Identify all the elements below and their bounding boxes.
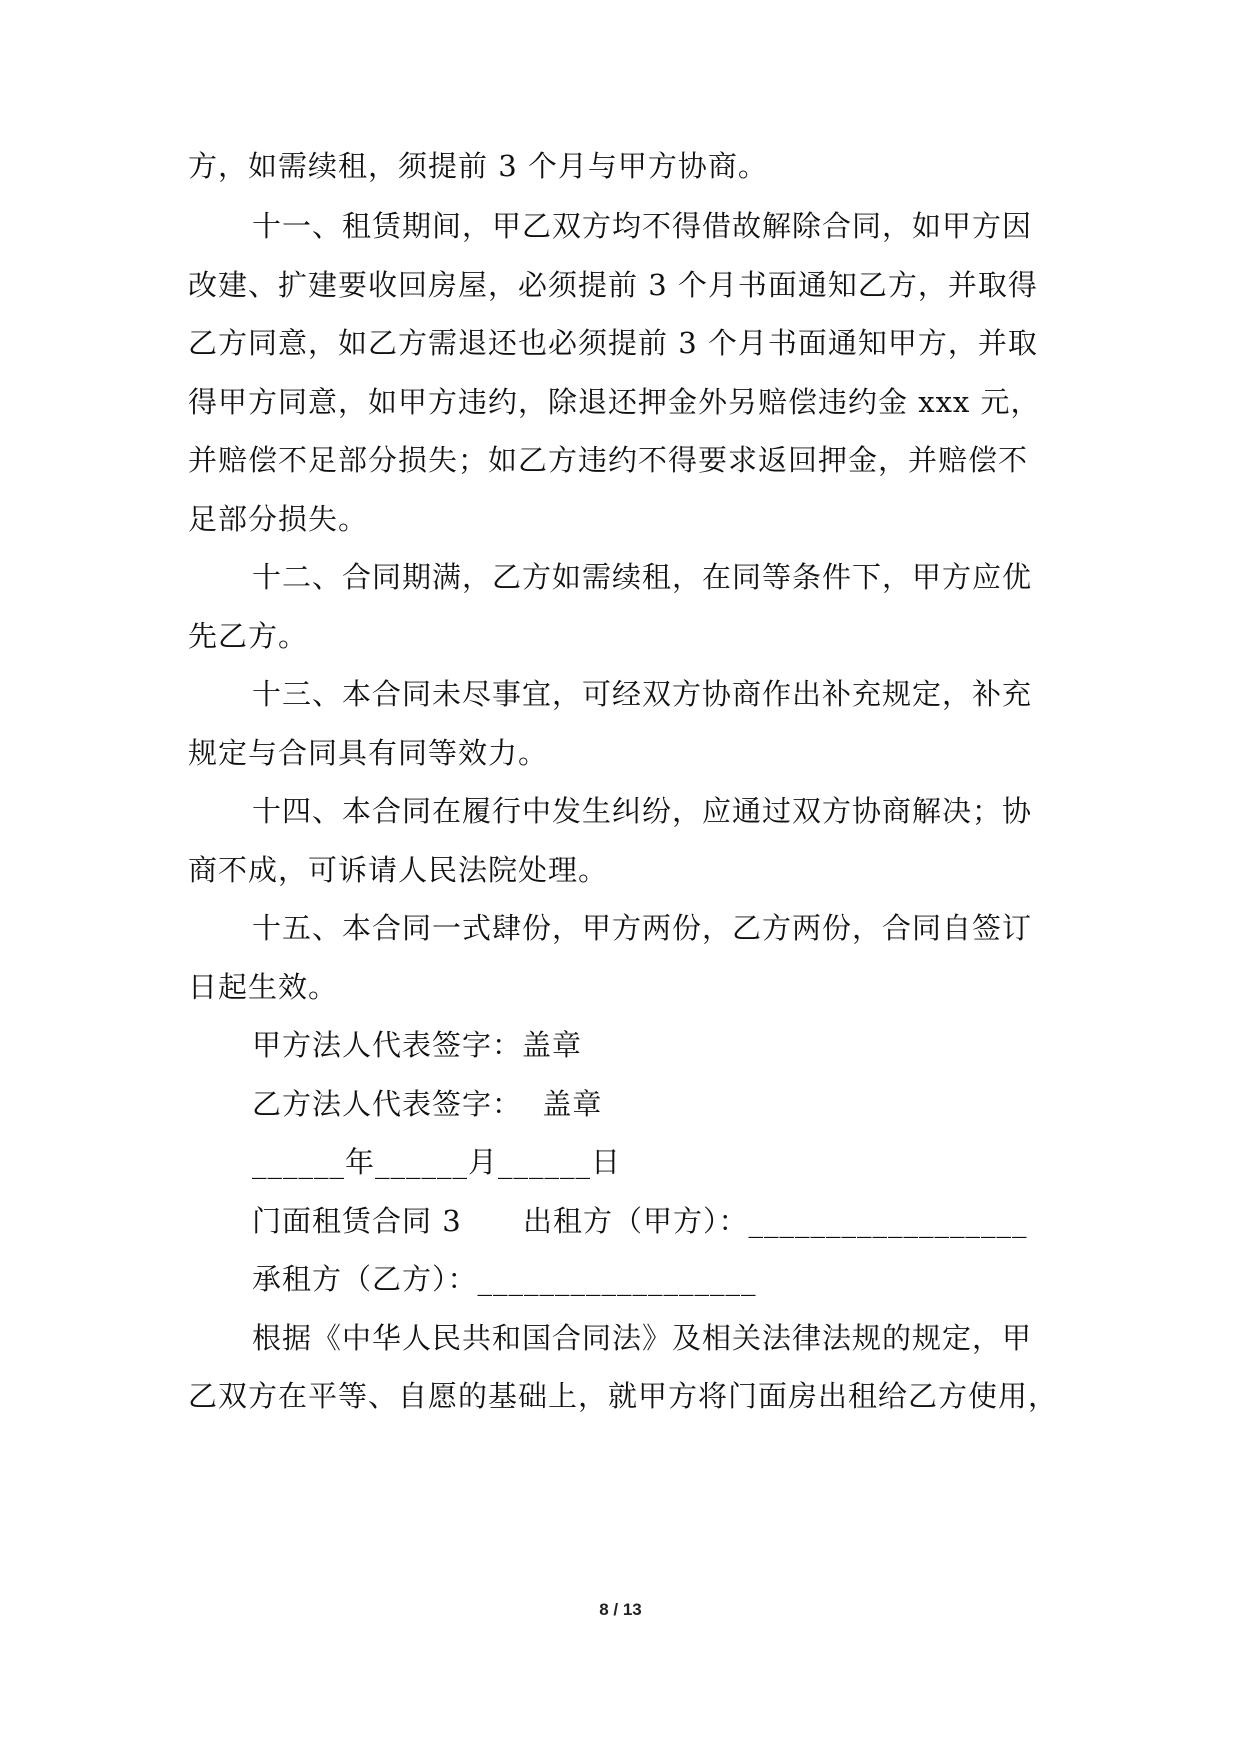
text-line-4: 乙方同意，如乙方需退还也必须提前 3 个月书面通知甲方，并取 [188,326,1038,360]
text-line-7: 足部分损失。 [188,502,369,536]
text-line-8: 十二、合同期满，乙方如需续租，在同等条件下，甲方应优 [252,560,1033,594]
text-line-13: 商不成，可诉请人民法院处理。 [188,853,609,887]
text-line-6: 并赔偿不足部分损失；如乙方违约不得要求返回押金，并赔偿不 [188,443,1029,477]
signature-party-a: 甲方法人代表签字：盖章 [252,1028,583,1062]
text-line-12: 十四、本合同在履行中发生纠纷，应通过双方协商解决；协 [252,794,1033,828]
text-line-2: 十一、租赁期间，甲乙双方均不得借故解除合同，如甲方因 [252,209,1033,243]
signature-party-b: 乙方法人代表签字： 盖章 [252,1087,603,1121]
text-line-22: 乙双方在平等、自愿的基础上，就甲方将门面房出租给乙方使用， [188,1379,1059,1413]
text-line-1: 方，如需续租，须提前 3 个月与甲方协商。 [188,149,768,183]
text-line-5: 得甲方同意，如甲方违约，除退还押金外另赔偿违约金 xxx 元， [188,385,1041,419]
text-line-21: 根据《中华人民共和国合同法》及相关法律法规的规定，甲 [252,1321,1033,1355]
date-line: ______年______月______日 [252,1145,622,1179]
text-line-9: 先乙方。 [188,619,309,653]
text-line-10: 十三、本合同未尽事宜，可经双方协商作出补充规定，补充 [252,677,1033,711]
text-line-15: 日起生效。 [188,970,339,1004]
text-line-3: 改建、扩建要收回房屋，必须提前 3 个月书面通知乙方，并取得 [188,268,1038,302]
text-line-14: 十五、本合同一式肆份，甲方两份，乙方两份，合同自签订 [252,911,1033,945]
page-number: 8 / 13 [599,1600,642,1619]
text-line-11: 规定与合同具有同等效力。 [188,736,549,770]
contract-heading-line: 门面租赁合同 3 出租方（甲方）：__________________ [252,1204,1028,1238]
lessee-line: 承租方（乙方）：__________________ [252,1262,757,1296]
